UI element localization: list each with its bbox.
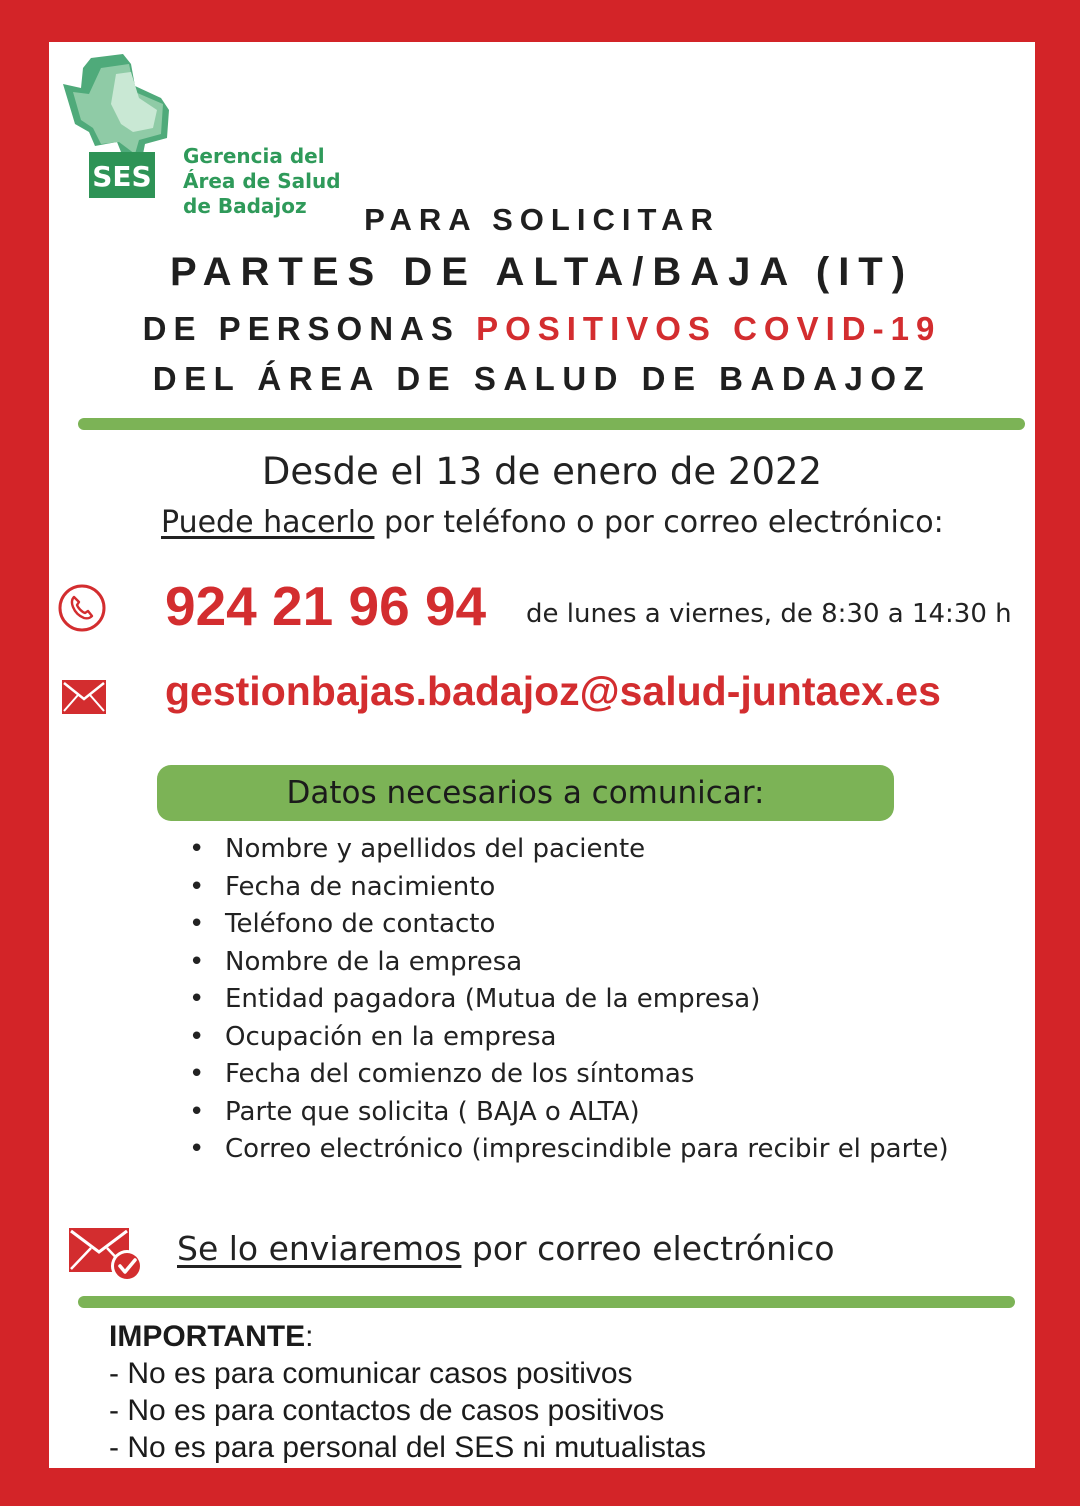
contact-intro [161,505,944,540]
list-item: • Entidad pagadora (Mutua de la empresa) [189,981,949,1019]
list-item: • Fecha del comienzo de los síntomas [189,1056,949,1094]
logo-line-2: Área de Salud [183,169,341,193]
logo-line-3: de Badajoz [183,194,307,218]
important-line-3: - No es para personal del SES ni mutualistas [109,1431,706,1464]
delivery-note [177,1229,835,1268]
important-heading: IMPORTANTE [109,1320,306,1353]
logo-line-1: Gerencia del [183,144,325,168]
title-line-3 [49,310,1035,348]
contact-intro-underlined: Puede hacerlo [161,505,375,540]
list-item: • Ocupación en la empresa [189,1019,949,1057]
ses-logo [61,54,361,218]
divider-bottom [78,1296,1015,1308]
list-item: • Correo electrónico (imprescindible para recibir el parte) [189,1131,949,1169]
important-line-1: - No es para comunicar casos positivos [109,1357,633,1390]
important-line-2: - No es para contactos de casos positivos [109,1394,665,1427]
list-item: • Teléfono de contacto [189,906,949,944]
divider-top [78,418,1025,430]
start-date: Desde el 13 de enero de 2022 [261,450,823,493]
flyer-card [49,42,1035,1468]
envelope-icon [61,679,107,715]
envelope-check-icon [67,1222,145,1284]
title-covid: POSITIVOS COVID-19 [476,310,942,347]
phone-number[interactable]: 924 21 96 94 [165,575,487,637]
list-item: • Fecha de nacimiento [189,869,949,907]
ses-badge-text: SES [92,160,152,193]
delivery-note-underlined: Se lo enviaremos [177,1229,462,1268]
title-line-4: DEL ÁREA DE SALUD DE BADAJOZ [152,360,932,397]
list-item: • Parte que solicita ( BAJA o ALTA) [189,1094,949,1132]
title-line-2: PARTES DE ALTA/BAJA (IT) [169,250,915,294]
datos-heading: Datos necesarios a comunicar: [157,765,894,821]
list-item: • Nombre y apellidos del paciente [189,831,949,869]
phone-hours: de lunes a viernes, de 8:30 a 14:30 h [526,599,1012,629]
email-link[interactable]: gestionbajas.badajoz@salud-juntaex.es [165,668,941,714]
important-colon: : [305,1320,314,1353]
phone-icon [57,583,107,633]
datos-list [189,831,949,1169]
list-item: • Nombre de la empresa [189,944,949,982]
title-line-3-a: DE PERSONAS [142,310,477,347]
important-section [109,1318,706,1466]
delivery-note-rest: por correo electrónico [461,1229,835,1268]
contact-intro-rest: por teléfono o por correo electrónico: [374,505,944,540]
title-line-1: PARA SOLICITAR [364,202,720,237]
